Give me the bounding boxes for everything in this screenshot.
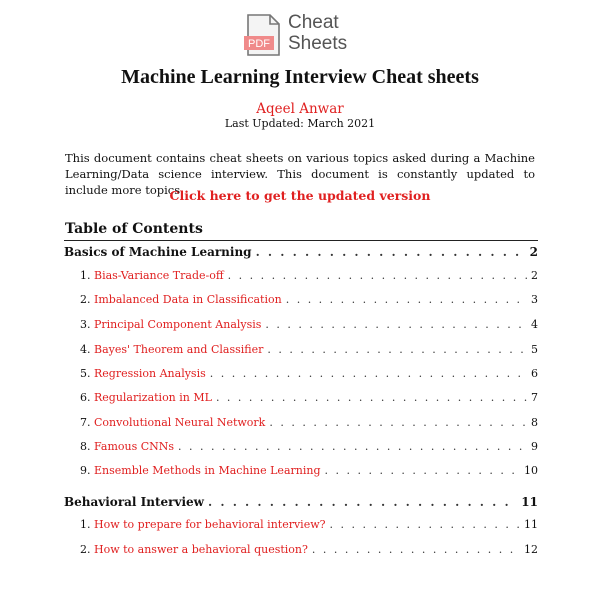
item-number: 7.	[80, 416, 91, 429]
item-number: 5.	[80, 367, 91, 380]
leader-dots	[286, 293, 527, 306]
item-number: 4.	[80, 343, 91, 356]
toc-item[interactable]	[80, 391, 538, 404]
leader-dots	[312, 543, 520, 556]
leader-dots	[216, 391, 527, 404]
leader-dots	[178, 440, 527, 453]
item-link[interactable]: Famous CNNs	[94, 440, 175, 453]
author-link[interactable]: Aqeel Anwar	[256, 101, 344, 117]
toc-item[interactable]	[80, 416, 538, 429]
toc-item[interactable]	[80, 343, 538, 356]
toc-item[interactable]	[80, 269, 538, 282]
page-number: 9	[531, 440, 538, 453]
item-number: 3.	[80, 318, 91, 331]
item-link[interactable]: Regression Analysis	[94, 367, 206, 380]
toc-divider	[64, 240, 538, 241]
section-title: Behavioral Interview	[64, 495, 204, 509]
leader-dots	[330, 518, 520, 531]
item-link[interactable]: Imbalanced Data in Classification	[94, 293, 282, 306]
leader-dots	[269, 416, 527, 429]
leader-dots	[208, 495, 517, 509]
item-link[interactable]: Regularization in ML	[94, 391, 212, 404]
item-link[interactable]: How to answer a behavioral question?	[94, 543, 308, 556]
pdf-badge-text: PDF	[248, 38, 270, 50]
toc-section-behavioral[interactable]	[64, 495, 538, 509]
pdf-document-icon	[244, 14, 284, 56]
item-number: 8.	[80, 440, 91, 453]
toc-section-basics[interactable]	[64, 245, 538, 259]
toc-title: Table of Contents	[65, 221, 203, 237]
toc-item[interactable]	[80, 543, 538, 556]
leader-dots	[210, 367, 527, 380]
leader-dots	[265, 318, 527, 331]
item-link[interactable]: Bayes' Theorem and Classifier	[94, 343, 264, 356]
item-link[interactable]: How to prepare for behavioral interview?	[94, 518, 326, 531]
document-title: Machine Learning Interview Cheat sheets	[121, 66, 479, 88]
page-number: 7	[531, 391, 538, 404]
toc-item[interactable]	[80, 518, 538, 531]
item-link[interactable]: Principal Component Analysis	[94, 318, 262, 331]
page-number: 3	[531, 293, 538, 306]
toc-item[interactable]	[80, 367, 538, 380]
item-number: 2.	[80, 293, 91, 306]
item-number: 2.	[80, 543, 91, 556]
page-number: 10	[524, 464, 538, 477]
toc-item[interactable]	[80, 464, 538, 477]
logo-line-1: Cheat	[288, 12, 339, 33]
toc-item[interactable]	[80, 318, 538, 331]
page-number: 12	[524, 543, 538, 556]
toc-item[interactable]	[80, 440, 538, 453]
page-number: 5	[531, 343, 538, 356]
last-updated: Last Updated: March 2021	[224, 117, 376, 130]
cheat-sheets-logo	[244, 12, 354, 58]
leader-dots	[256, 245, 526, 259]
page-number: 8	[531, 416, 538, 429]
page-number: 11	[524, 518, 538, 531]
intro-paragraph: This document contains cheat sheets on various topics asked during a Machine Learning/Data science interview. This document is constantly updated to include more topics.	[65, 151, 535, 197]
item-number: 1.	[80, 269, 91, 282]
toc-item[interactable]	[80, 293, 538, 306]
item-link[interactable]: Bias-Variance Trade-off	[94, 269, 224, 282]
logo-wordmark	[288, 12, 347, 54]
leader-dots	[324, 464, 520, 477]
item-link[interactable]: Ensemble Methods in Machine Learning	[94, 464, 321, 477]
item-number: 1.	[80, 518, 91, 531]
page-number: 4	[531, 318, 538, 331]
page-number: 6	[531, 367, 538, 380]
section-title: Basics of Machine Learning	[64, 245, 252, 259]
leader-dots	[228, 269, 527, 282]
logo-line-2: Sheets	[288, 33, 348, 54]
page-number: 11	[521, 495, 538, 509]
item-link[interactable]: Convolutional Neural Network	[94, 416, 266, 429]
page-number: 2	[531, 269, 538, 282]
item-number: 6.	[80, 391, 91, 404]
page-number: 2	[529, 245, 538, 259]
item-number: 9.	[80, 464, 91, 477]
update-link[interactable]: Click here to get the updated version	[169, 188, 431, 203]
leader-dots	[267, 343, 527, 356]
